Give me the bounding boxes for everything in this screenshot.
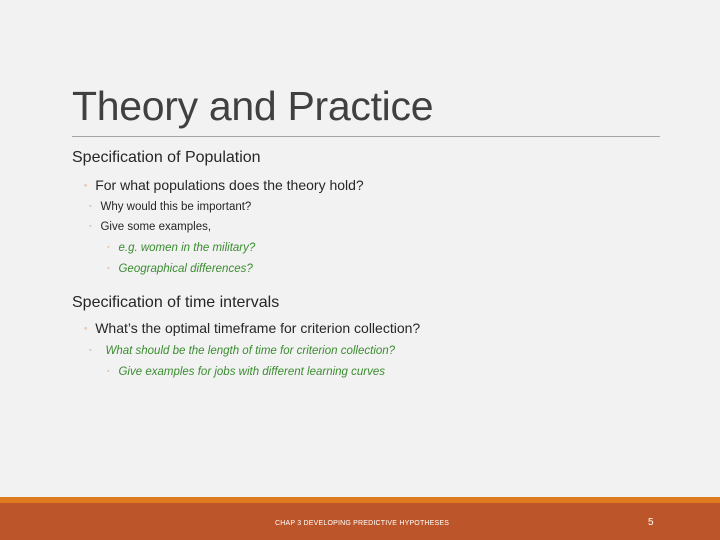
bullet-text: What’s the optimal timeframe for criterion collection?	[95, 320, 421, 336]
bullet-text: Give some examples,	[100, 221, 212, 233]
bullet-item	[107, 366, 385, 378]
bullet-icon: ◦	[107, 244, 110, 251]
bullet-icon: ◦	[107, 368, 110, 375]
bullet-icon: ◦	[89, 347, 92, 354]
bullet-text: What should be the length of time for criterion collection?	[105, 345, 396, 357]
bullet-icon: ◦	[89, 203, 92, 210]
bullet-text: Give examples for jobs with different learning curves	[118, 366, 386, 378]
bullet-item	[89, 221, 211, 233]
bullet-icon: ◦	[84, 180, 88, 190]
bullet-icon: ◦	[84, 323, 88, 333]
title-divider	[72, 136, 660, 137]
section-heading-time-intervals: Specification of time intervals	[72, 294, 280, 311]
section-heading-population: Specification of Population	[72, 149, 261, 166]
slide-title: Theory and Practice	[72, 83, 434, 129]
bullet-text: e.g. women in the military?	[118, 242, 256, 254]
bullet-item	[89, 345, 395, 357]
page-number: 5	[648, 517, 654, 528]
bullet-item	[107, 263, 253, 275]
footer-bar	[0, 503, 720, 540]
bullet-item	[84, 177, 364, 193]
bullet-text: Geographical differences?	[118, 263, 253, 275]
bullet-item	[107, 242, 255, 254]
bullet-item	[84, 320, 420, 336]
footer-text: CHAP 3 DEVELOPING PREDICTIVE HYPOTHESES	[275, 520, 450, 527]
bullet-icon: ◦	[107, 265, 110, 272]
bullet-icon: ◦	[89, 223, 92, 230]
bullet-item	[89, 201, 251, 213]
bullet-text: Why would this be important?	[100, 201, 252, 213]
bullet-text: For what populations does the theory hold?	[95, 177, 364, 193]
